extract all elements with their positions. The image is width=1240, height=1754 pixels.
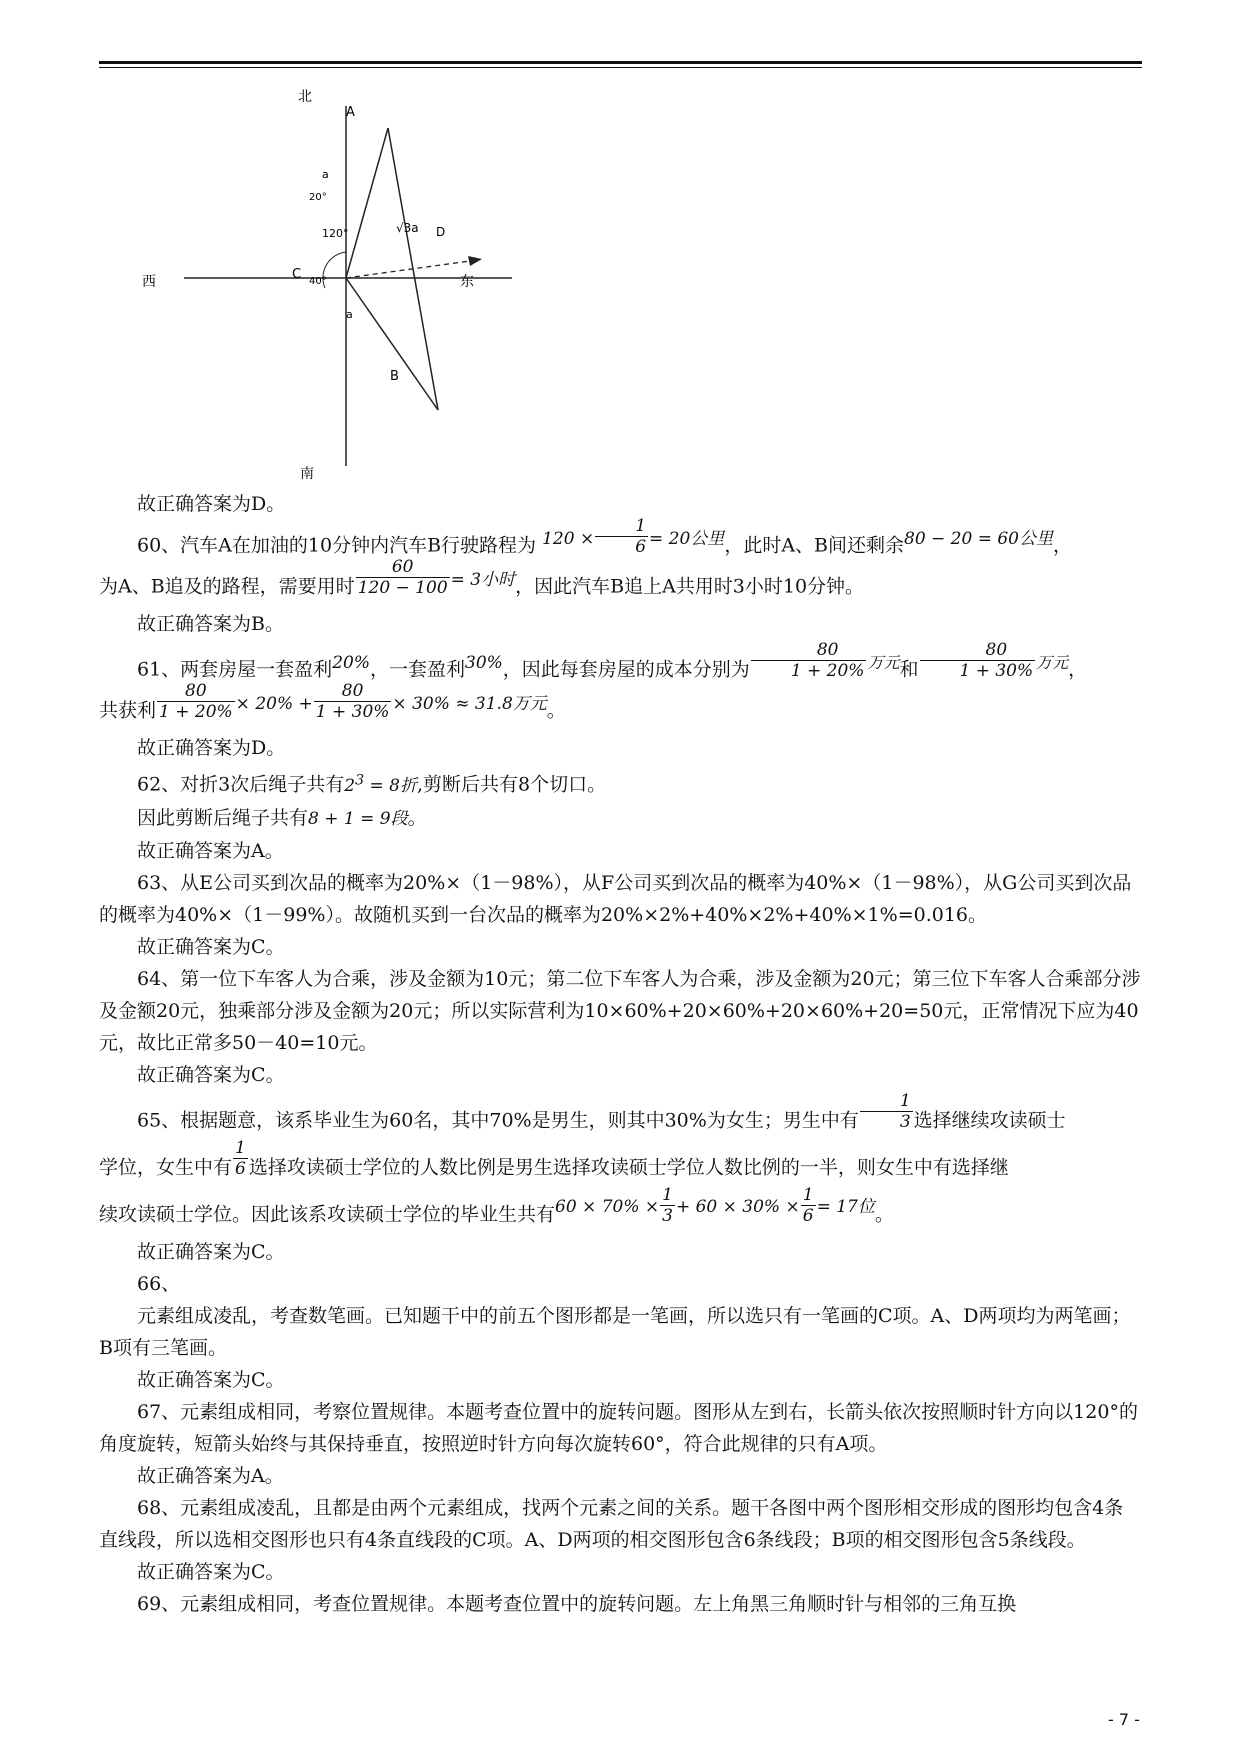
label-side-a-bottom: a	[346, 308, 353, 321]
fraction-60-20: $\frac{60}{120 - 100}$	[357, 557, 448, 598]
q65-line3: 续攻读硕士学位。因此该系攻读硕士学位的毕业生共有60 × 70% × $\frac{1}{3}$ + 60 × 30% × $\frac{1}{6}$ = 17位。	[99, 1184, 894, 1226]
q62-answer: 故正确答案为A。	[137, 839, 284, 862]
q61-answer: 故正确答案为D。	[137, 737, 286, 759]
label-east: 东	[460, 274, 474, 290]
fraction-80-120-b: $\frac{80}{1 + 20\%}$	[159, 681, 233, 722]
q68-answer: 故正确答案为C。	[137, 1560, 285, 1583]
q68-text: 68、元素组成凌乱，且都是由两个元素组成，找两个元素之间的关系。题干各图中两个图形相交形成的图形均包含4条直线段，所以选相交图形也只有4条直线段的C项。A、D两项的相交图形包含6条线段；B项的相交图形包含5条线段。	[99, 1496, 1124, 1551]
label-angle-20: 20°	[309, 192, 327, 203]
segment-ca	[346, 128, 388, 278]
label-point-a: A	[346, 105, 355, 120]
fraction-1-3-b: $\frac{1}{3}$	[662, 1184, 673, 1226]
q62-line2: 因此剪断后绳子共有8 + 1 = 9段。	[137, 806, 427, 829]
q61-line2: 共获利 $\frac{80}{1 + 20\%}$ × 20% + $\frac{80}{1 + 30\%}$ × 30% ≈ 31.8万元。	[99, 681, 566, 722]
fraction-1-6-b: $\frac{1}{6}$	[235, 1137, 246, 1179]
label-point-d: D	[436, 225, 446, 239]
label-point-b: B	[390, 369, 399, 384]
fraction-1-6-c: $\frac{1}{6}$	[802, 1184, 814, 1226]
q63-text: 63、从E公司买到次品的概率为20%×（1－98%），从F公司买到次品的概率为40%×（1－98%），从G公司买到次品的概率为40%×（1－99%）。故随机买到一台次品的概率为20%×2%+40%×2%+40%×1%=0.016。	[99, 871, 1132, 926]
compass-diagram	[142, 86, 550, 486]
fraction-80-120: $\frac{80}{1 + 20\%}$	[751, 640, 867, 681]
header-rule-thin	[99, 67, 1142, 68]
q67-answer: 故正确答案为A。	[137, 1464, 284, 1487]
q60-line2: 为A、B追及的路程，需要用时 $\frac{60}{120 - 100}$ = 3小时，因此汽车B追上A共用时3小时10分钟。	[99, 557, 865, 598]
answer-content	[99, 488, 1142, 1620]
fraction-80-130-b: $\frac{80}{1 + 30\%}$	[315, 681, 390, 722]
q65-line1: 65、根据题意，该系毕业生为60名，其中70%是男生，则其中30%为女生；男生中有 $\frac{1}{3}$ 选择继续攻读硕士	[137, 1090, 1066, 1132]
arrowhead-icon	[468, 256, 482, 266]
q60-line1: 60、汽车A在加油的10分钟内汽车B行驶路程为 120 × $\frac{1}{6}$ = 20公里，此时A、B间还剩余80 − 20 = 60公里，	[137, 516, 1073, 557]
q67-text: 67、元素组成相同，考察位置规律。本题考查位置中的旋转问题。图形从左到右，长箭头依次按照顺时针方向以120°的角度旋转，短箭头始终与其保持垂直，按照逆时针方向每次旋转60°，符合此规律的只有A项。	[99, 1400, 1138, 1455]
fraction-80-130: $\frac{80}{1 + 30\%}$	[920, 640, 1036, 681]
label-west: 西	[142, 274, 156, 290]
q69-text: 69、元素组成相同，考查位置规律。本题考查位置中的旋转问题。左上角黑三角顺时针与相邻的三角互换	[137, 1592, 1017, 1615]
q66-text: 元素组成凌乱，考查数笔画。已知题干中的前五个图形都是一笔画，所以选只有一笔画的C项。A、D两项均为两笔画；B项有三笔画。	[99, 1304, 1131, 1359]
q64-text: 64、第一位下车客人为合乘，涉及金额为10元；第二位下车客人为合乘，涉及金额为20元；第三位下车客人合乘部分涉及金额20元，独乘部分涉及金额为20元；所以实际营利为10×60%+20×60%+20×60%+20=50元，正常情况下应为40元，故比正常多50－40=10元。	[99, 967, 1141, 1054]
q65-line2: 学位，女生中有 $\frac{1}{6}$ 选择攻读硕士学位的人数比例是男生选择攻读硕士学位人数比例的一半，则女生中有选择继	[99, 1137, 1009, 1179]
label-root3a: √3a	[396, 221, 419, 235]
label-angle-40: 40°	[309, 276, 327, 287]
q64-answer: 故正确答案为C。	[137, 1063, 285, 1086]
label-angle-120: 120°	[322, 227, 349, 240]
header-rule-thick	[99, 61, 1142, 64]
q65-answer: 故正确答案为C。	[137, 1240, 285, 1263]
label-south: 南	[300, 466, 314, 482]
q59-answer: 故正确答案为D。	[137, 493, 286, 515]
label-side-a-top: a	[322, 168, 329, 181]
q66-number: 66、	[137, 1272, 181, 1295]
label-north: 北	[298, 89, 312, 105]
q66-answer: 故正确答案为C。	[137, 1368, 285, 1391]
q61-line1: 61、两套房屋一套盈利20%，一套盈利30%，因此每套房屋的成本分别为 $\frac{80}{1 + 20\%}$ $^{万元}$和 $\frac{80}{1 + 30\%}$ $^{万元}$，	[137, 640, 1088, 681]
q62-line1: 62、对折3次后绳子共有$2^3 = 8$折,剪断后共有8个切口。	[137, 772, 607, 796]
q63-answer: 故正确答案为C。	[137, 935, 285, 958]
segment-cb	[346, 278, 438, 410]
fraction-1-3: $\frac{1}{3}$	[860, 1091, 913, 1132]
fraction-1-6: $\frac{1}{6}$	[595, 516, 648, 557]
page-number: - 7 -	[1108, 1710, 1140, 1729]
q60-answer: 故正确答案为B。	[137, 613, 284, 635]
label-point-c: C	[292, 267, 302, 282]
segment-cd	[346, 261, 470, 278]
